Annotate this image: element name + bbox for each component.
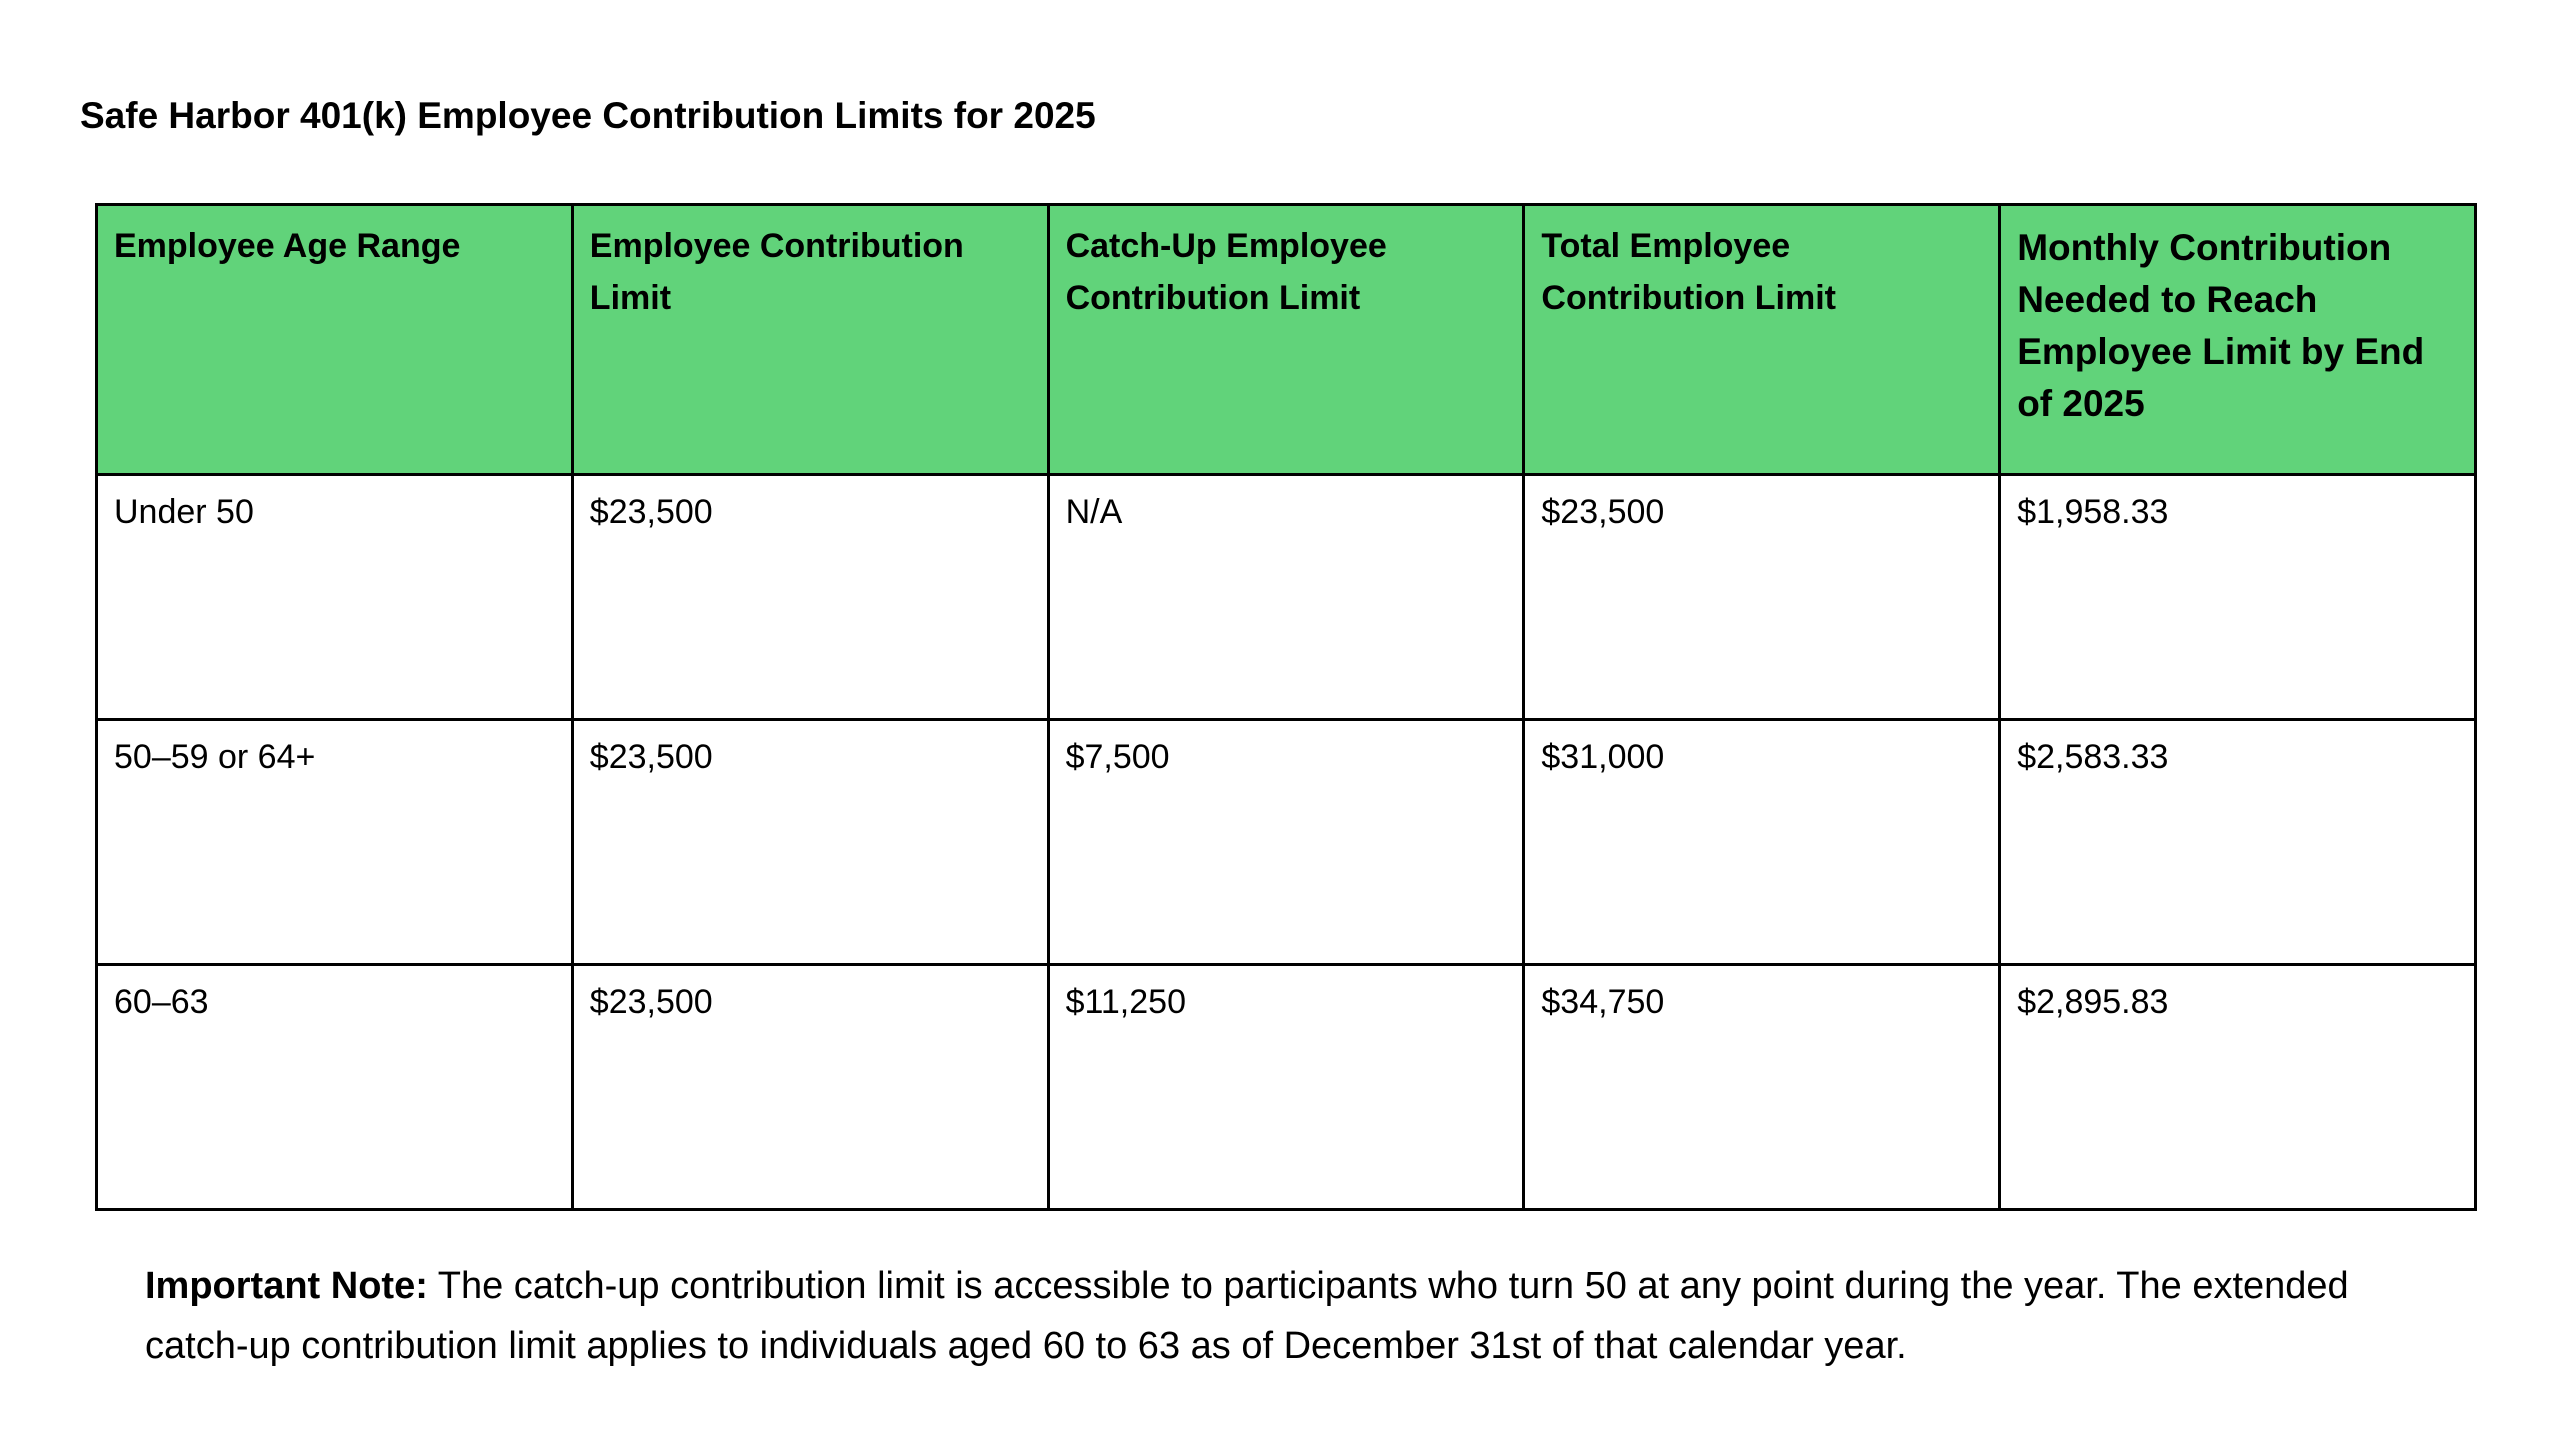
header-catch-up-limit: Catch-Up Employee Contribution Limit <box>1048 205 1524 475</box>
important-note-text: The catch-up contribution limit is accessible to participants who turn 50 at any point during the year. The extended catch-up contribution limit applies to individuals aged 60 to 63 as of December 31st of that calendar year. <box>145 1265 2349 1367</box>
cell-age-range: 60–63 <box>97 965 573 1210</box>
header-age-range: Employee Age Range <box>97 205 573 475</box>
cell-monthly-contribution: $1,958.33 <box>2000 475 2476 720</box>
header-employee-contribution-limit: Employee Contribution Limit <box>572 205 1048 475</box>
cell-employee-limit: $23,500 <box>572 475 1048 720</box>
cell-employee-limit: $23,500 <box>572 965 1048 1210</box>
cell-catch-up-limit: $7,500 <box>1048 720 1524 965</box>
cell-monthly-contribution: $2,583.33 <box>2000 720 2476 965</box>
important-note-label: Important Note: <box>145 1265 428 1307</box>
contribution-limits-table <box>95 203 2477 1211</box>
table-row <box>97 965 2476 1210</box>
cell-monthly-contribution: $2,895.83 <box>2000 965 2476 1210</box>
document-title: Safe Harbor 401(k) Employee Contribution Limits for 2025 <box>80 95 1096 136</box>
cell-total-limit: $23,500 <box>1524 475 2000 720</box>
cell-total-limit: $31,000 <box>1524 720 2000 965</box>
important-note <box>145 1256 2385 1376</box>
cell-employee-limit: $23,500 <box>572 720 1048 965</box>
header-monthly-contribution: Monthly Contribution Needed to Reach Employee Limit by End of 2025 <box>2000 205 2476 475</box>
cell-age-range: Under 50 <box>97 475 573 720</box>
cell-catch-up-limit: $11,250 <box>1048 965 1524 1210</box>
header-total-limit: Total Employee Contribution Limit <box>1524 205 2000 475</box>
table-header-row <box>97 205 2476 475</box>
table-row <box>97 720 2476 965</box>
table-row <box>97 475 2476 720</box>
cell-total-limit: $34,750 <box>1524 965 2000 1210</box>
cell-catch-up-limit: N/A <box>1048 475 1524 720</box>
cell-age-range: 50–59 or 64+ <box>97 720 573 965</box>
